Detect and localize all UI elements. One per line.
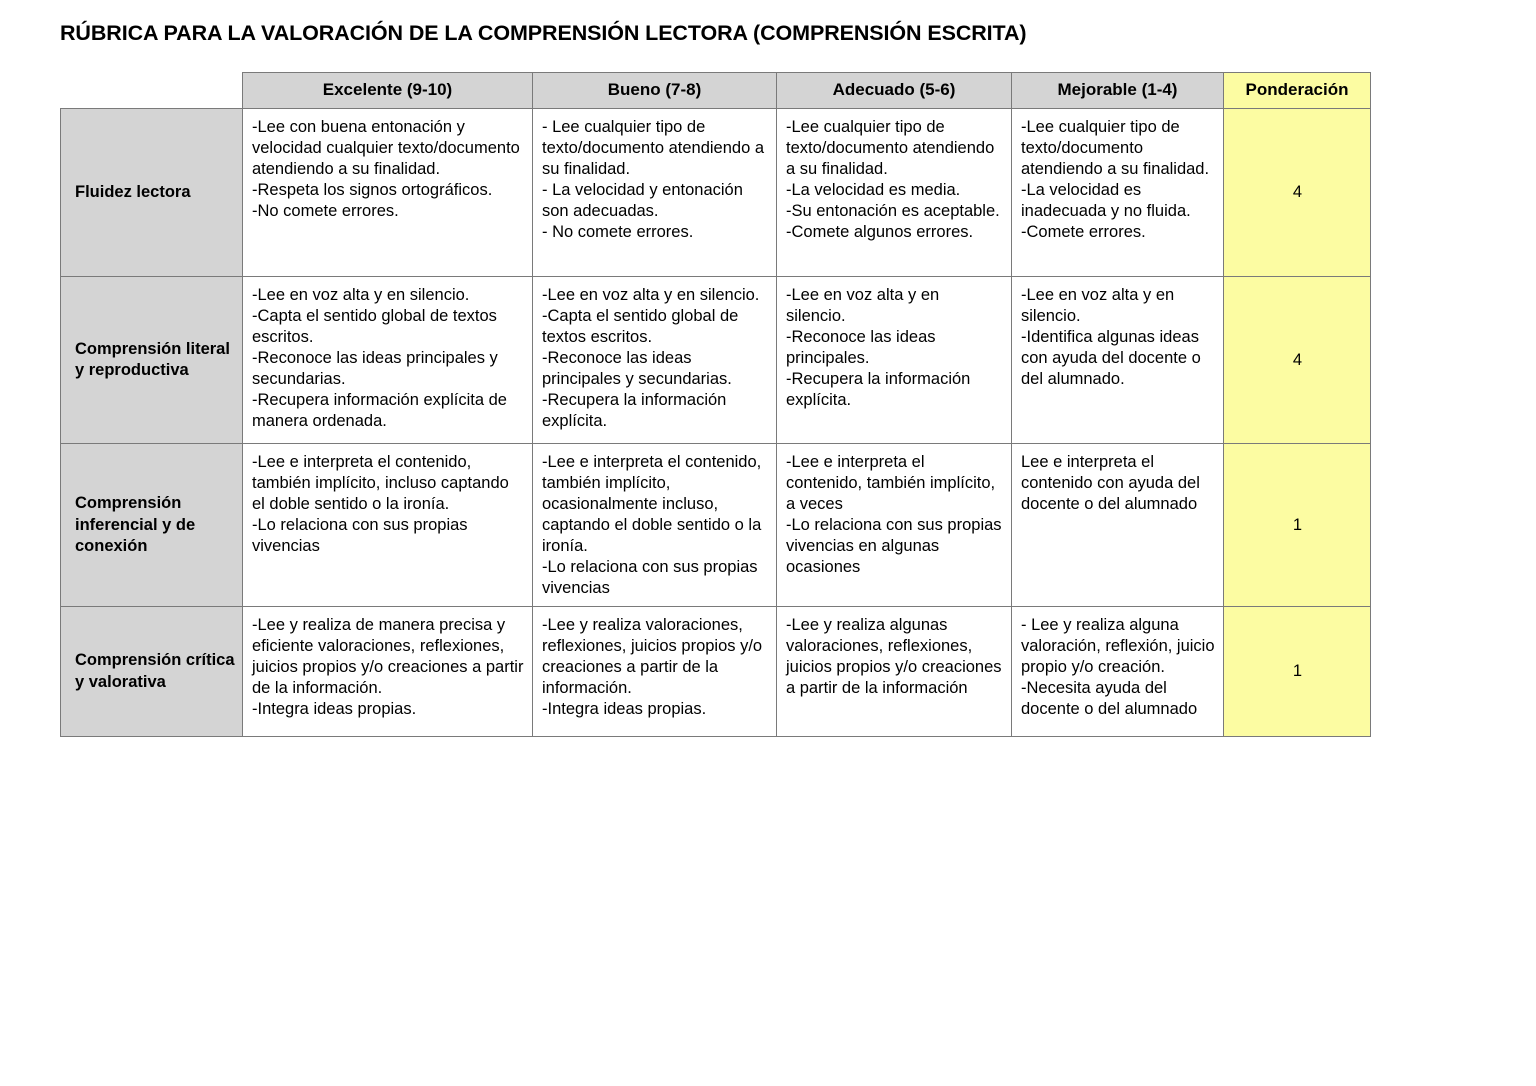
cell-text-line: -Lee e interpreta el contenido, también implícito, ocasionalmente incluso, captando el doble sentido o la ironía. — [542, 453, 762, 555]
cell-ponderacion: 4 — [1224, 109, 1371, 277]
cell-text-line: - Lee cualquier tipo de texto/documento atendiendo a su finalidad. — [542, 118, 765, 179]
table-row — [61, 444, 1371, 607]
cell-text-line: -Respeta los signos ortográficos. — [252, 180, 493, 199]
cell-text-line: -Reconoce las ideas principales y secundarias. — [252, 348, 498, 388]
cell-text-line: -Lee en voz alta y en silencio. — [786, 286, 940, 326]
table-row — [61, 277, 1371, 444]
cell-bueno — [533, 444, 777, 607]
cell-text-line: - No comete errores. — [542, 222, 694, 241]
cell-excelente — [243, 607, 533, 737]
criterion-label: Comprensión inferencial y de conexión — [61, 444, 243, 607]
cell-text-line: -Integra ideas propias. — [252, 699, 417, 718]
cell-text-line: -La velocidad es media. — [786, 180, 961, 199]
cell-text-line: -Identifica algunas ideas con ayuda del docente o del alumnado. — [1021, 328, 1201, 388]
cell-ponderacion: 4 — [1224, 277, 1371, 444]
cell-mejorable: Lee e interpreta el contenido con ayuda del docente o del alumnado — [1012, 444, 1224, 607]
cell-excelente — [243, 109, 533, 277]
cell-text-line: -Necesita ayuda del docente o del alumnado — [1021, 678, 1198, 718]
header-bueno: Bueno (7-8) — [533, 73, 777, 109]
cell-bueno — [533, 277, 777, 444]
header-mejorable: Mejorable (1-4) — [1012, 73, 1224, 109]
cell-text-line: -No comete errores. — [252, 201, 399, 220]
cell-ponderacion: 1 — [1224, 444, 1371, 607]
table-body — [61, 109, 1371, 737]
rubric-table — [60, 72, 1371, 737]
cell-text-line: -Lee y realiza valoraciones, reflexiones, juicios propios y/o creaciones a partir de la información. — [542, 616, 763, 697]
table-row — [61, 607, 1371, 737]
cell-text-line: -Reconoce las ideas principales. — [786, 328, 936, 367]
cell-text-line: -Integra ideas propias. — [542, 699, 707, 718]
cell-mejorable — [1012, 277, 1224, 444]
cell-text-line: -Recupera la información explícita. — [786, 369, 971, 409]
cell-text-line: - Lee y realiza alguna valoración, reflexión, juicio propio y/o creación. — [1021, 616, 1215, 677]
cell-adecuado — [777, 277, 1012, 444]
cell-adecuado — [777, 109, 1012, 277]
cell-text-line: -Su entonación es aceptable. — [786, 201, 1000, 220]
cell-text-line: - La velocidad y entonación son adecuadas. — [542, 180, 743, 220]
cell-text-line: -Lee con buena entonación y velocidad cualquier texto/documento atendiendo a su finalidad. — [252, 118, 520, 179]
table-row — [61, 109, 1371, 277]
cell-mejorable — [1012, 109, 1224, 277]
criterion-label: Comprensión crítica y valorativa — [61, 607, 243, 737]
header-ponderacion: Ponderación — [1224, 73, 1371, 109]
cell-text-line: -Capta el sentido global de textos escritos. — [542, 307, 739, 347]
page-title: RÚBRICA PARA LA VALORACIÓN DE LA COMPRENSIÓN LECTORA (COMPRENSIÓN ESCRITA) — [60, 21, 1027, 45]
cell-text-line: -Lee cualquier tipo de texto/documento atendiendo a su finalidad. — [786, 118, 995, 179]
header-corner-empty — [61, 73, 243, 109]
cell-text-line: -Lee e interpreta el contenido, también implícito, a veces — [786, 453, 996, 514]
cell-text-line: -Reconoce las ideas principales y secundarias. — [542, 348, 732, 388]
cell-text-line: -Lee en voz alta y en silencio. — [542, 286, 760, 305]
cell-mejorable — [1012, 607, 1224, 737]
cell-text-line: -Comete errores. — [1021, 222, 1146, 241]
cell-ponderacion: 1 — [1224, 607, 1371, 737]
cell-bueno — [533, 109, 777, 277]
cell-text-line: -Lo relaciona con sus propias vivencias — [542, 557, 758, 597]
cell-text-line: -Recupera información explícita de manera ordenada. — [252, 390, 507, 430]
header-row — [61, 73, 1371, 109]
cell-text-line: -Recupera la información explícita. — [542, 390, 727, 430]
table-header — [61, 73, 1371, 109]
cell-excelente — [243, 277, 533, 444]
header-adecuado: Adecuado (5-6) — [777, 73, 1012, 109]
cell-text-line: -Lee y realiza de manera precisa y eficiente valoraciones, reflexiones, juicios propios y/o creaciones a partir de la información. — [252, 616, 524, 697]
criterion-label: Fluidez lectora — [61, 109, 243, 277]
cell-excelente — [243, 444, 533, 607]
cell-bueno — [533, 607, 777, 737]
cell-text-line: -La velocidad es inadecuada y no fluida. — [1021, 180, 1191, 220]
header-excelente: Excelente (9-10) — [243, 73, 533, 109]
cell-text-line: -Comete algunos errores. — [786, 222, 974, 241]
cell-adecuado: -Lee y realiza algunas valoraciones, reflexiones, juicios propios y/o creaciones a partir de la información — [777, 607, 1012, 737]
cell-text-line: -Lee cualquier tipo de texto/documento atendiendo a su finalidad. — [1021, 118, 1210, 179]
cell-text-line: -Capta el sentido global de textos escritos. — [252, 307, 497, 347]
cell-text-line: -Lee en voz alta y en silencio. — [252, 286, 470, 305]
cell-text-line: -Lo relaciona con sus propias vivencias en algunas ocasiones — [786, 515, 1002, 576]
criterion-label: Comprensión literal y reproductiva — [61, 277, 243, 444]
cell-text-line: -Lo relaciona con sus propias vivencias — [252, 515, 468, 555]
cell-text-line: -Lee en voz alta y en silencio. — [1021, 286, 1175, 326]
cell-text-line: -Lee e interpreta el contenido, también implícito, incluso captando el doble sentido o la ironía. — [252, 453, 509, 514]
cell-adecuado — [777, 444, 1012, 607]
